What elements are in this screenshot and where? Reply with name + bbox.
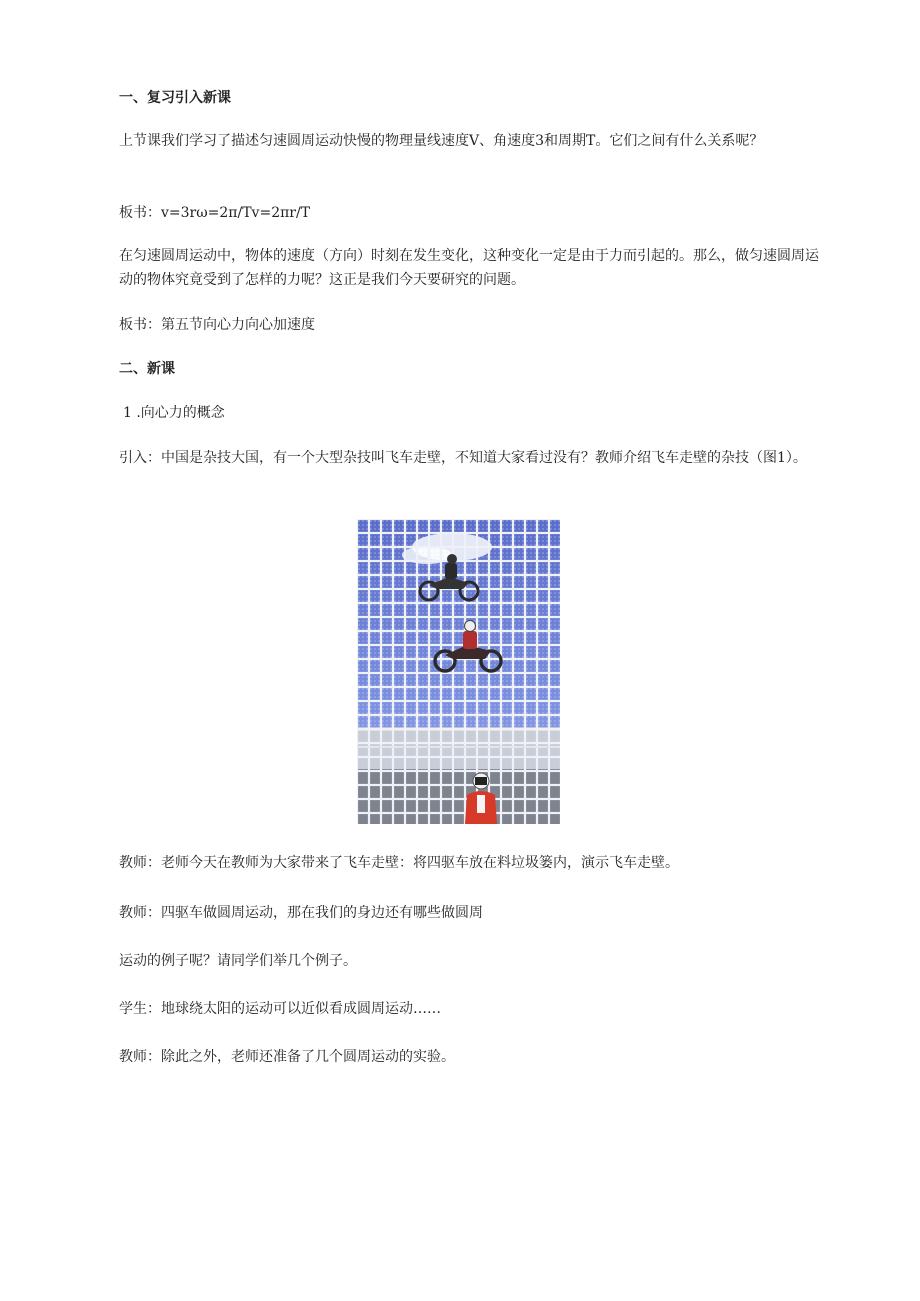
board-formula: 板书：v=3rω=2π/Tv=2πr/T (119, 205, 311, 221)
paragraph-student-answer: 学生：地球绕太阳的运动可以近似看成圆周运动…… (119, 1001, 441, 1017)
paragraph-intro-acrobatics: 引入：中国是杂技大国，有一个大型杂技叫飞车走壁，不知道大家看过没有？教师介绍飞车走壁的杂技（图1）。 (119, 450, 807, 466)
paragraph-teacher-demo: 教师：老师今天在教师为大家带来了飞车走壁：将四驱车放在料垃圾篓内，演示飞车走壁。 (119, 855, 679, 871)
section-heading-new-lesson: 二、新课 (119, 361, 175, 377)
paragraph-teacher-question-line2: 运动的例子呢？请同学们举几个例子。 (119, 953, 357, 969)
figure-wall-of-death-photo (357, 519, 560, 824)
board-section-title: 板书：第五节向心力向心加速度 (119, 317, 315, 333)
paragraph-force-question: 在匀速圆周运动中，物体的速度（方向）时刻在发生变化，这种变化一定是由于力而引起的。那么，做匀速圆周运动的物体究竟受到了怎样的力呢？这正是我们今天要研究的问题。 (119, 248, 819, 288)
section-heading-review: 一、复习引入新课 (119, 90, 231, 106)
paragraph-teacher-question-line1: 教师：四驱车做圆周运动，那在我们的身边还有哪些做圆周 (119, 905, 483, 921)
paragraph-teacher-experiments: 教师：除此之外，老师还准备了几个圆周运动的实验。 (119, 1049, 455, 1065)
photo-illustration (357, 519, 560, 824)
subsection-centripetal-force: 1 .向心力的概念 (123, 405, 225, 421)
paragraph-review-question: 上节课我们学习了描述匀速圆周运动快慢的物理量线速度V、角速度3和周期T。它们之间有什么关系呢？ (119, 133, 764, 149)
